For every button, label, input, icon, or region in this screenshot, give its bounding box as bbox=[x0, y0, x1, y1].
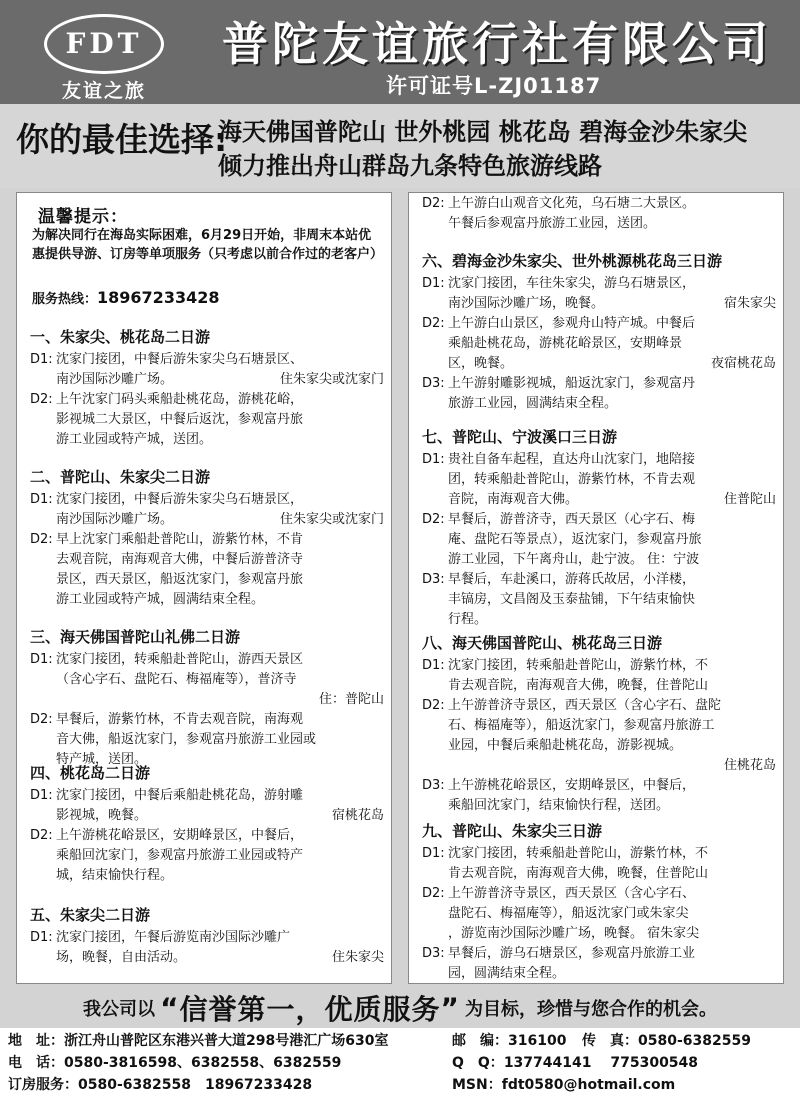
route-7 bbox=[422, 426, 776, 630]
route-title: 三、海天佛国普陀山礼佛二日游 bbox=[30, 628, 241, 646]
motto-open-quote: “ bbox=[160, 991, 180, 1025]
booking-numbers: 0580-6382558 18967233428 bbox=[78, 1077, 313, 1093]
postcode-row: 邮 编：316100 bbox=[452, 1033, 567, 1049]
route-5 bbox=[30, 904, 384, 968]
logo-subtitle: 友谊之旅 bbox=[61, 80, 146, 102]
address: 浙江舟山普陀区东港兴普大道298号港汇广场630室 bbox=[64, 1033, 389, 1049]
qq-numbers: 137744141 775300548 bbox=[503, 1055, 699, 1071]
route-day: D3: 上午游桃花峪景区，安期峰景区，中餐后， 乘船回沈家门，结束愉快行程，送团。 bbox=[422, 778, 696, 813]
msn-address: fdt0580@hotmail.com bbox=[501, 1077, 676, 1093]
route-day: D1: 沈家门接团，车往朱家尖，游乌石塘景区， 南沙国际沙雕广场，晚餐。 宿朱家尖 bbox=[422, 274, 776, 314]
route-day: D1: 沈家门接团，午餐后游览南沙国际沙雕广 场，晚餐，自由活动。 住朱家尖 bbox=[30, 928, 384, 968]
route-day: D2: 上午游白山景区，参观舟山特产城。中餐后 乘船赴桃花岛，游桃花峪景区，安期峰景 区，晚餐。 夜宿桃花岛 bbox=[422, 314, 776, 374]
phone-numbers: 0580-3816598、6382558、6382559 bbox=[64, 1055, 342, 1071]
route-day: D2: 早餐后，游普济寺，西天景区（心字石、梅 庵、盘陀石等景点），返沈家门，参观富丹旅 游工业园，下午离舟山，赴宁波。 住：宁波 bbox=[422, 512, 702, 567]
route-day: D3: 上午游射雕影视城，船返沈家门，参观富丹 旅游工业园，圆满结束全程。 bbox=[422, 376, 696, 411]
fax-row: 传 真：0580-6382559 bbox=[582, 1033, 751, 1049]
route-day: D2: 早餐后，游紫竹林，不肯去观音院，南海观 音大佛，船返沈家门，参观富丹旅游工业园或 特产城，送团。 bbox=[30, 712, 317, 767]
route-day: D3: 早餐后，游乌石塘景区，参观富丹旅游工业 园，圆满结束全程。 bbox=[422, 946, 696, 981]
motto-suffix: 为目标，珍惜与您合作的机会。 bbox=[465, 999, 717, 1020]
route-title: 四、桃花岛二日游 bbox=[30, 764, 151, 782]
route-day: D2: 上午游桃花峪景区，安期峰景区，中餐后， 乘船回沈家门，参观富丹旅游工业园或特产 城，结束愉快行程。 bbox=[30, 828, 304, 883]
contact-info bbox=[0, 1028, 800, 1100]
address-row: 地 址：浙江舟山普陀区东港兴普大道298号港汇广场630室 bbox=[8, 1033, 389, 1049]
stay-note: 宿朱家尖 bbox=[723, 296, 776, 311]
slogan-heading: 你的最佳选择: bbox=[16, 120, 228, 159]
route-6 bbox=[422, 250, 776, 414]
hotline-label: 服务热线： bbox=[32, 292, 98, 307]
stay-note: 住桃花岛 bbox=[723, 758, 776, 773]
route-title: 五、朱家尖二日游 bbox=[30, 906, 151, 924]
route-day: D1: 沈家门接团，中餐后乘船赴桃花岛，游射雕 影视城，晚餐。 宿桃花岛 bbox=[30, 786, 384, 826]
qq-row: Q Q：137744141 775300548 bbox=[452, 1055, 699, 1071]
route-9 bbox=[422, 820, 776, 984]
route-day: D2: 上午沈家门码头乘船赴桃花岛，游桃花峪， 影视城二大景区，中餐后返沈，参观富丹旅 游工业园或特产城，送团。 bbox=[30, 392, 304, 447]
route-5-continued bbox=[422, 194, 776, 234]
route-title: 七、普陀山、宁波溪口三日游 bbox=[422, 428, 618, 446]
route-4 bbox=[30, 762, 384, 886]
route-3 bbox=[30, 626, 384, 770]
stay-note: 夜宿桃花岛 bbox=[710, 356, 776, 371]
route-8 bbox=[422, 632, 776, 816]
stay-note: 住朱家尖或沈家门 bbox=[279, 372, 384, 387]
route-1 bbox=[30, 326, 384, 450]
route-day: D1: 沈家门接团，中餐后游朱家尖乌石塘景区、 南沙国际沙雕广场。 住朱家尖或沈家门 bbox=[30, 350, 384, 390]
postcode: 316100 bbox=[508, 1033, 567, 1049]
motto-prefix: 我公司以 bbox=[82, 999, 155, 1020]
route-day: D1: 沈家门接团，转乘船赴普陀山，游紫竹林，不 肯去观音院，南海观音大佛，晚餐，住普陀山 bbox=[422, 658, 709, 693]
service-hotline bbox=[32, 288, 219, 307]
license-number: 许可证号L-ZJ01187 bbox=[386, 74, 602, 98]
route-day: D1: 沈家门接团，转乘船赴普陀山，游西天景区 （含心字石、盘陀石、梅福庵等），普济寺 住：普陀山 bbox=[30, 650, 384, 710]
msn-row: MSN：fdt0580@hotmail.com bbox=[452, 1077, 676, 1093]
route-day: D2: 上午游普济寺景区，西天景区（含心字石、 盘陀石、梅福庵等），船返沈家门或朱家尖 ，游览南沙国际沙雕广场，晚餐。 宿朱家尖 bbox=[422, 886, 700, 941]
stay-note: 住普陀山 bbox=[723, 492, 776, 507]
route-day: D2: 早上沈家门乘船赴普陀山，游紫竹林，不肯 去观音院，南海观音大佛，中餐后游普济寺 景区，西天景区，船返沈家门，参观富丹旅 游工业园或特产城，圆满结束全程。 bbox=[30, 532, 304, 607]
route-day: D1: 贵社自备车起程，直达舟山沈家门，地陪接 团，转乘船赴普陀山，游紫竹林，不肯去观 音院，南海观音大佛。 住普陀山 bbox=[422, 450, 776, 510]
route-title: 八、海天佛国普陀山、桃花岛三日游 bbox=[422, 634, 663, 652]
logo-emblem: FDT bbox=[44, 14, 164, 74]
header-bar bbox=[0, 0, 800, 104]
notice-title: 温馨提示： bbox=[38, 207, 128, 227]
route-title: 二、普陀山、朱家尖二日游 bbox=[30, 468, 211, 486]
stay-note: 宿桃花岛 bbox=[331, 808, 384, 823]
company-logo bbox=[24, 8, 184, 100]
route-2 bbox=[30, 466, 384, 610]
motto-close-quote: ” bbox=[440, 991, 460, 1025]
slogan-line-2: 倾力推出舟山群岛九条特色旅游线路 bbox=[218, 152, 602, 180]
stay-note: 住朱家尖 bbox=[331, 950, 384, 965]
route-day: D1: 沈家门接团，中餐后游朱家尖乌石塘景区， 南沙国际沙雕广场。 住朱家尖或沈家门 bbox=[30, 490, 384, 530]
phone-row: 电 话：0580-3816598、6382558、6382559 bbox=[8, 1055, 342, 1071]
route-day: D2: 上午游白山观音文化苑，乌石塘二大景区。 午餐后参观富丹旅游工业园，送团。 bbox=[422, 196, 696, 231]
route-day: D1: 沈家门接团，转乘船赴普陀山，游紫竹林，不 肯去观音院，南海观音大佛，晚餐，住普陀山 bbox=[422, 846, 709, 881]
footer-slogan bbox=[0, 986, 800, 1028]
company-motto: 信誉第一，优质服务 bbox=[179, 993, 441, 1026]
route-title: 九、普陀山、朱家尖三日游 bbox=[422, 822, 603, 840]
route-title: 一、朱家尖、桃花岛二日游 bbox=[30, 328, 211, 346]
fax-number: 0580-6382559 bbox=[638, 1033, 751, 1049]
route-day: D2: 上午游普济寺景区，西天景区（含心字石、盘陀 石、梅福庵等），船返沈家门，参观富丹旅游工 业园，中餐后乘船赴桃花岛，游影视城。 住桃花岛 bbox=[422, 696, 776, 776]
route-day: D3: 早餐后，车赴溪口，游蒋氏故居，小洋楼， 丰镐房，文昌阁及玉泰盐铺，下午结束愉快 行程。 bbox=[422, 572, 696, 627]
stay-note: 住：普陀山 bbox=[318, 692, 384, 707]
company-name: 普陀友谊旅行社有限公司 bbox=[222, 17, 772, 71]
booking-row: 订房服务：0580-6382558 18967233428 bbox=[8, 1077, 313, 1093]
route-title: 六、碧海金沙朱家尖、世外桃源桃花岛三日游 bbox=[422, 252, 723, 270]
slogan-line-1: 海天佛国普陀山 世外桃园 桃花岛 碧海金沙朱家尖 bbox=[218, 118, 748, 146]
hotline-number: 18967233428 bbox=[97, 288, 220, 307]
notice-text: 为解决同行在海岛实际困难，6月29日开始，非周末本站优惠提供导游、订房等单项服务（只考虑以前合作过的老客户） bbox=[32, 228, 384, 262]
stay-note: 住朱家尖或沈家门 bbox=[279, 512, 384, 527]
